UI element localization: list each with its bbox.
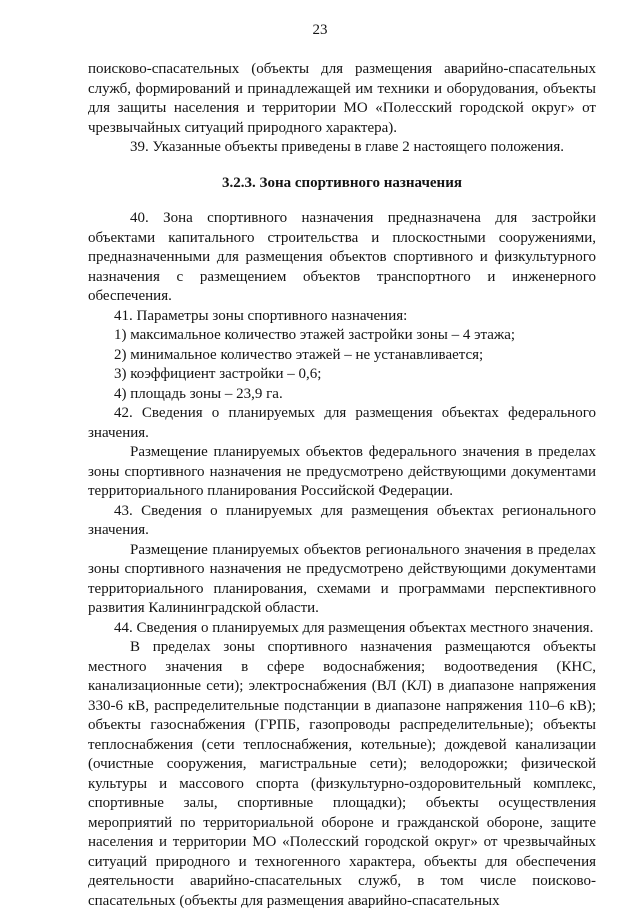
paragraph-42-text: Размещение планируемых объектов федерального значения в пределах зоны спортивного назначения не предусмотрено действующими документами территориального планирования Российской Федерации.	[88, 444, 596, 499]
paragraph-40: 40. Зона спортивного назначения предназначена для застройки объектами капитального строительства и плоскостными сооружениями, предназначенными для размещения объектов спортивного и физкультурного назначения с размещением объектов транспортного и инженерного обеспечения.	[88, 210, 596, 304]
param-item: 4) площадь зоны – 23,9 га.	[114, 385, 283, 402]
paragraph-43-text: Размещение планируемых объектов регионального значения в пределах зоны спортивного назначения не предусмотрено действующими документами территориального планирования, схемами и программами перспективного развития Калининградской области.	[88, 541, 596, 616]
intro-paragraph: поисково-спасательных (объекты для размещения аварийно-спасательных служб, формирований и принадлежащей им техники и оборудования, объекты для защиты населения и территории МО «Полесский городской округ» от чрезвычайных ситуаций природного характера).	[88, 61, 596, 136]
param-item: 1) максимальное количество этажей застройки зоны – 4 этажа;	[114, 327, 516, 343]
param-item: 3) коэффициент застройки – 0,6;	[114, 366, 322, 382]
paragraph-44: 44. Сведения о планируемых для размещения объектах местного значения.	[114, 619, 594, 636]
param-item: 2) минимальное количество этажей – не устанавливается;	[114, 346, 484, 363]
section-heading: 3.2.3. Зона спортивного назначения	[222, 174, 462, 191]
paragraph-39: 39. Указанные объекты приведены в главе 2 настоящего положения.	[130, 139, 564, 155]
paragraph-43: 43. Сведения о планируемых для размещения объектах регионального значения.	[88, 502, 596, 538]
paragraph-42: 42. Сведения о планируемых для размещения объектах федерального значения.	[88, 405, 596, 441]
document-body	[88, 60, 596, 911]
page-number: 23	[312, 22, 328, 38]
paragraph-41: 41. Параметры зоны спортивного назначения:	[114, 307, 408, 324]
paragraph-44-text: В пределах зоны спортивного назначения размещаются объекты местного значения в сфере водоснабжения; водоотведения (КНС, канализационные сети); электроснабжения (ВЛ (КЛ) в диапазоне напряжения 330-6 кВ, распределительные подстанции в диапазоне напряжения 110–6 кВ); объекты газоснабжения (ГРПБ, газопроводы распределительные); объекты теплоснабжения (сети теплоснабжения, котельные); дождевой канализации (очистные сооружения, магистральные сети); велодорожки; физической культуры и массового спорта (физкультурно-оздоровительный комплекс, спортивные залы, спортивные площадки); объекты осуществления мероприятий по территориальной обороне и гражданской обороне, защите населения и территории МО «Полесский городской округ» от чрезвычайных ситуаций природного и техногенного характера, объекты для обеспечения деятельности аварийно-спасательных служб, в том числе поисково-спасательных (объекты для размещения аварийно-спасательных	[88, 639, 596, 909]
